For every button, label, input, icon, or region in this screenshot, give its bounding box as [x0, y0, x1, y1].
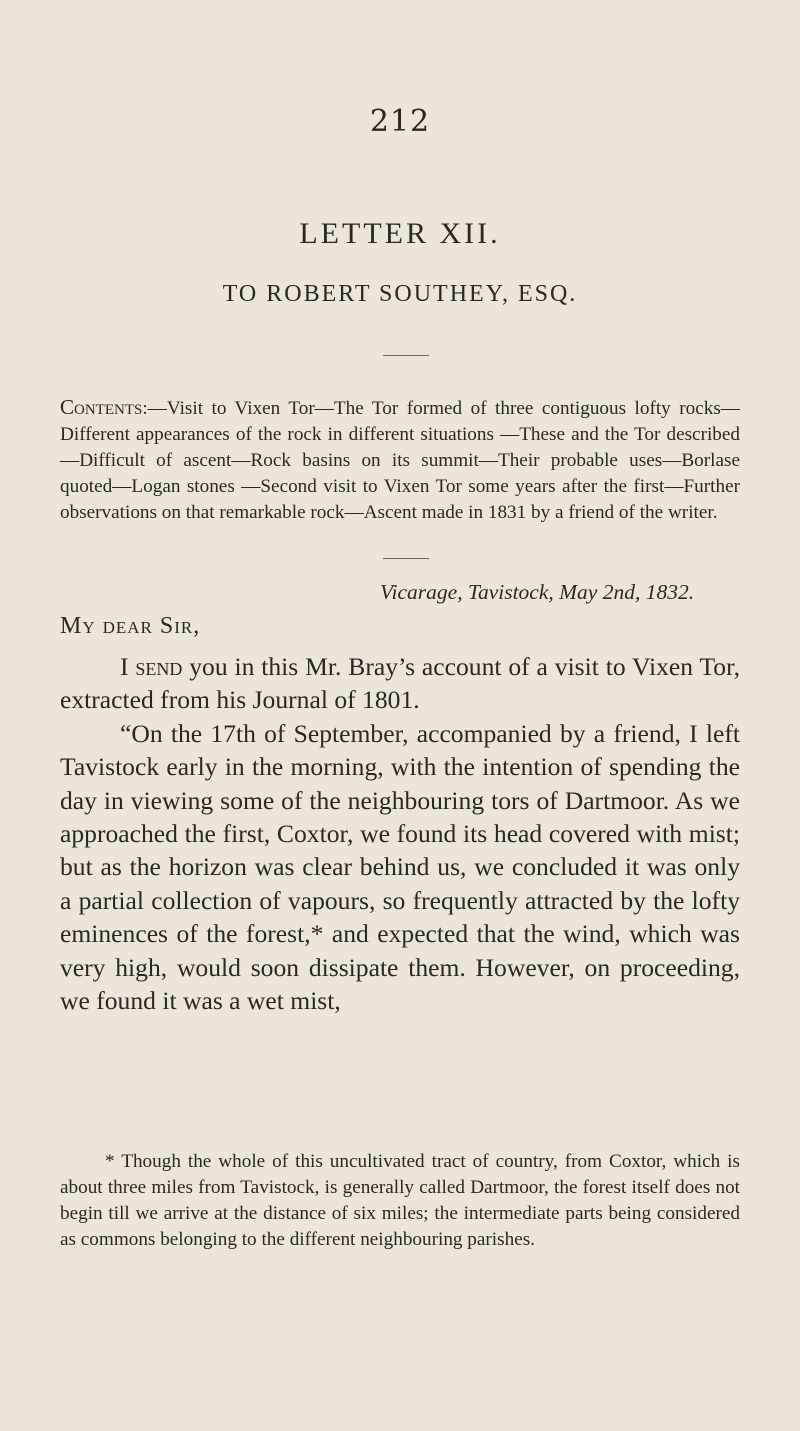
- footnote: [60, 1149, 740, 1253]
- salutation: My dear Sir,: [60, 613, 201, 639]
- contents-lead: Contents: [60, 395, 143, 419]
- letter-title: LETTER XII.: [299, 217, 501, 250]
- paragraph-lead: I send: [120, 652, 183, 681]
- divider-rule: [383, 355, 429, 356]
- body-paragraph: [60, 650, 740, 717]
- paragraph-text: you in this Mr. Bray’s account of a visit to Vixen Tor, extracted from his Journal of 1801.: [60, 652, 740, 715]
- body-paragraph: “On the 17th of September, accompanied by a friend, I left Tavistock early in the morning, with the intention of spending the day in viewing some of the neighbouring tors of Dartmoor. As we approached the first, Coxtor, we found its head covered with mist; but as the horizon was clear behind us, we concluded it was only a partial collection of vapours, so frequently attracted by the lofty eminences of the forest,* and expected that the wind, which was very high, would soon dissipate them. However, on proceeding, we found it was a wet mist,: [60, 718, 740, 1016]
- page-number: 212: [369, 104, 431, 139]
- letter-addressee: TO ROBERT SOUTHEY, ESQ.: [222, 281, 578, 307]
- contents-summary: [60, 394, 740, 526]
- letter-body: [60, 650, 740, 1017]
- divider-rule: [383, 558, 429, 559]
- footnote-text: * Though the whole of this uncultivated tract of country, from Coxtor, which is about three miles from Tavistock, is generally called Dartmoor, the forest itself does not begin till we arrive at the distance of six miles; the intermediate parts being considered as commons belonging to the different neighbouring parishes.: [60, 1151, 740, 1250]
- contents-text: :—Visit to Vixen Tor—The Tor formed of three contiguous lofty rocks—Different appearances of the rock in different situations —These and the Tor described—Difficult of ascent—Rock basins on its summit—Their probable uses—Borlase quoted—Logan stones —Second visit to Vixen Tor some years after the first—Further observations on that remarkable rock—Ascent made in 1831 by a friend of the writer.: [60, 398, 740, 523]
- dateline: Vicarage, Tavistock, May 2nd, 1832.: [380, 580, 695, 604]
